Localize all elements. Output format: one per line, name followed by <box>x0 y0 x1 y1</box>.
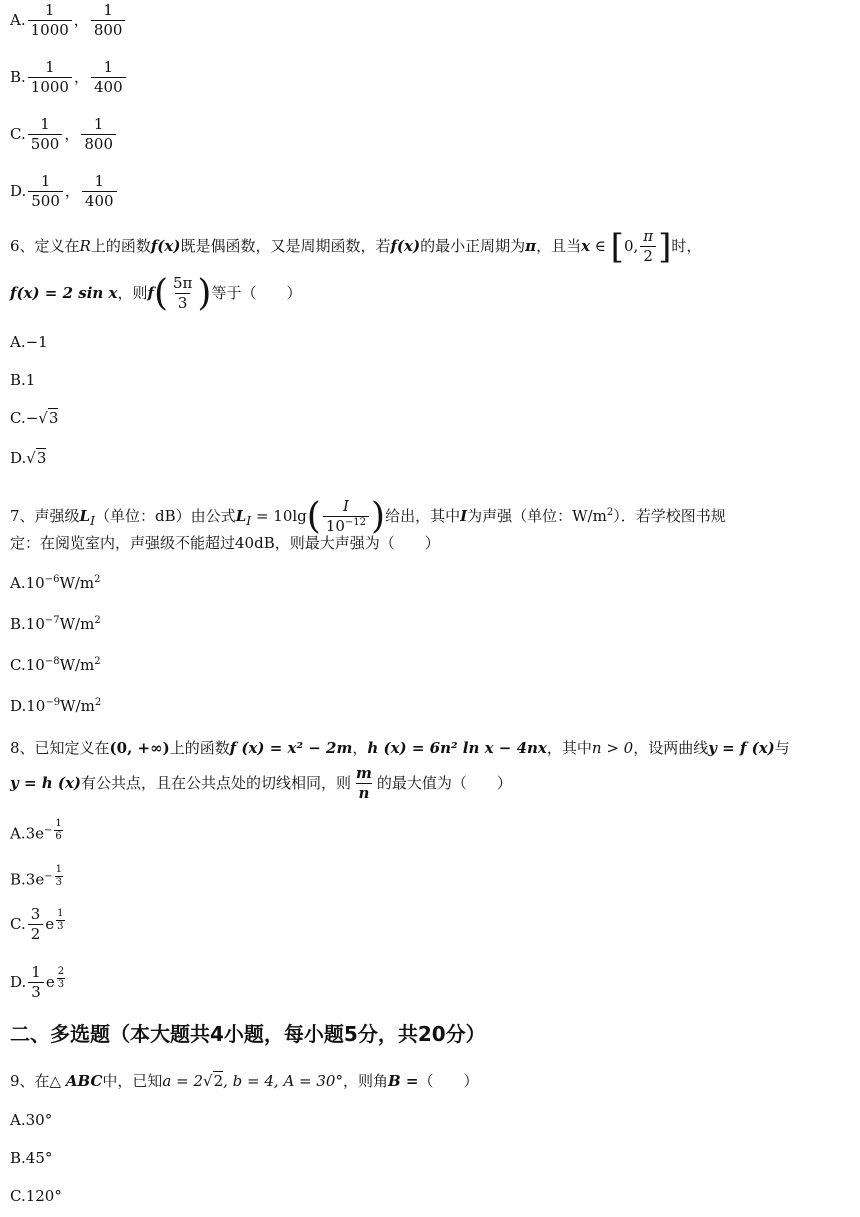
fraction: 2 3 <box>57 966 65 990</box>
fraction: $\frac{m}{n}$ <box>356 764 372 803</box>
fraction: $\frac{I}{10^{-12}}$ <box>323 498 369 536</box>
q8-option-c[interactable]: C. $\frac{3}{2}$ e $^{\frac{1}{3}}$ <box>10 905 64 944</box>
q6-stem-line1: 6、定义在R上的函数f(x)既是偶函数，又是周期函数，若f(x)的最小正周期为π，且当x ∈ [0, $\frac{\pi}{2}$ ]时， <box>10 226 702 267</box>
q7-option-c[interactable]: $C.10^{-8}W/m^2$ <box>10 656 101 674</box>
fraction: $\frac{\pi}{2}$ <box>640 228 656 266</box>
q8-option-d[interactable]: D. $\frac{1}{3}$ e $^{\frac{2}{3}}$ <box>10 963 65 1002</box>
q7-option-d[interactable]: $D.10^{-9}W/m^2$ <box>10 697 102 715</box>
q7-option-a[interactable]: $A.10^{-6}W/m^2$ <box>10 574 101 592</box>
q5-option-d[interactable]: D. $\frac{1}{500}$ ， $\frac{1}{400}$ <box>10 173 119 211</box>
q6-option-b[interactable]: B.1 <box>10 371 36 389</box>
q6-stem-line2: f(x) = 2 sin x，则f( $\frac{5\pi}{3}$ )等于（ ） <box>10 272 302 314</box>
q9-stem: 9、在△ ABC中，已知a = 2√2, b = 4, A = 30°，则角B =（ ） <box>10 1072 479 1090</box>
fraction: $\frac{3}{2}$ <box>28 906 44 944</box>
q6-option-d[interactable]: D.√3 <box>10 449 47 467</box>
fraction: $\frac{1}{1000}$ <box>28 2 72 40</box>
q9-option-a[interactable]: A.30° <box>10 1111 53 1129</box>
q7-stem-line2: 定：在阅览室内，声强级不能超过40dB，则最大声强为（ ） <box>10 534 440 552</box>
fraction: $\frac{5\pi}{3}$ <box>173 274 193 313</box>
q8-stem-line2: y = h (x)有公共点，且在公共点处的切线相同，则 $\frac{m}{n}$ 的最大值为（ ） <box>10 764 512 803</box>
section-heading: 二、多选题（本大题共4小题，每小题5分，共20分） <box>10 1022 486 1046</box>
q9-option-b[interactable]: B.45° <box>10 1149 53 1167</box>
fraction: 1 3 <box>57 908 64 932</box>
q8-option-b[interactable]: $B.3e^{- \frac{1}{3}}$ <box>10 864 62 889</box>
fraction: $\frac{1}{800}$ <box>91 2 126 40</box>
fraction: $\frac{1}{3}$ <box>55 864 62 888</box>
fraction: $\frac{1}{800}$ <box>81 116 116 154</box>
fraction: $\frac{1}{500}$ <box>28 173 63 211</box>
fraction: $\frac{1}{1000}$ <box>28 59 72 97</box>
fraction: $\frac{1}{3}$ <box>28 964 44 1002</box>
q6-option-a[interactable]: A.−1 <box>10 333 48 351</box>
q6-option-c[interactable]: C.−√3 <box>10 409 59 427</box>
q7-stem-line1: 7、声强级$L_I$（单位：dB）由公式$L_I = 10\lg$( $\frac{I}{10^{-12}}$ )给出，其中I为声强（单位：$W/m^2$）．若学校图书规 <box>10 495 726 537</box>
fraction: $\frac{1}{400}$ <box>91 59 126 97</box>
q5-option-c[interactable]: C. $\frac{1}{500}$ ， $\frac{1}{800}$ <box>10 116 118 154</box>
q8-stem-line1: 8、已知定义在(0, +∞)上的函数f (x) = x² − 2m，h (x) = 6n² ln x − 4nx，其中n > 0，设两曲线y = f (x)与 <box>10 739 790 757</box>
fraction: $\frac{1}{400}$ <box>82 173 117 211</box>
fraction: $\frac{1}{500}$ <box>28 116 63 154</box>
q5-option-b[interactable]: B. $\frac{1}{1000}$ ， $\frac{1}{400}$ <box>10 59 128 97</box>
q9-option-c[interactable]: C.120° <box>10 1187 62 1205</box>
q8-option-a[interactable]: $A.3e^{- \frac{1}{6}}$ <box>10 818 62 843</box>
fraction: $\frac{1}{6}$ <box>55 818 62 842</box>
q5-option-a[interactable]: A. $\frac{1}{1000}$ ， $\frac{1}{800}$ <box>10 2 127 40</box>
q7-option-b[interactable]: $B.10^{-7}W/m^2$ <box>10 615 101 633</box>
